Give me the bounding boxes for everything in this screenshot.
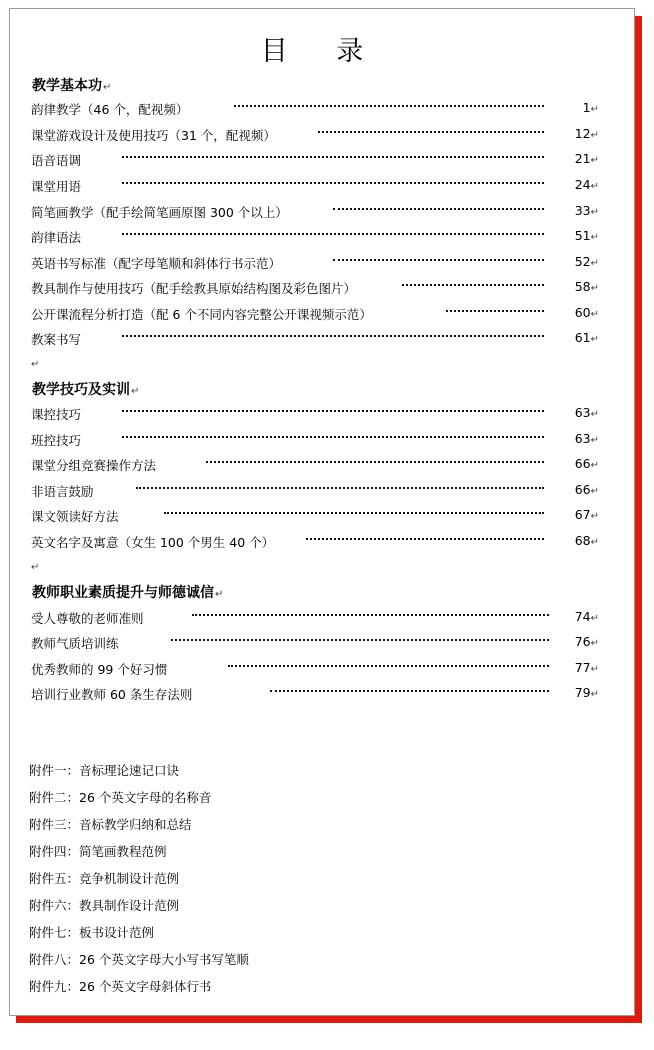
appendix-item: 附件七：板书设计范例: [29, 925, 155, 940]
toc-entry[interactable]: [31, 126, 599, 146]
toc-entry[interactable]: [31, 254, 599, 274]
toc-entry-text: 班控技巧: [31, 433, 82, 448]
toc-entry-page: 74: [574, 609, 591, 624]
toc-entry[interactable]: [31, 330, 599, 350]
toc-entry[interactable]: [31, 660, 599, 680]
paragraph-mark-icon: ↵: [590, 664, 599, 675]
appendix-item: 附件二：26 个英文字母的名称音: [29, 790, 212, 805]
toc-entry-text: 非语言鼓励: [31, 484, 94, 499]
paragraph-mark-icon: ↵: [590, 104, 599, 115]
toc-entry-text: 培训行业教师 60 条生存法则: [31, 687, 193, 702]
toc-entry-page: 79: [574, 685, 591, 700]
paragraph-mark-icon: ↵: [590, 613, 599, 624]
toc-entry[interactable]: [31, 151, 599, 171]
toc-entry-page: 24: [574, 177, 591, 192]
paragraph-mark-icon: ↵: [31, 562, 40, 573]
toc-entry[interactable]: [31, 634, 599, 654]
toc-entry-page: 1: [582, 100, 591, 115]
toc-entry-text: 教具制作与使用技巧（配手绘教具原始结构图及彩色图片）: [31, 281, 357, 296]
toc-entry-page: 63: [574, 405, 591, 420]
toc-entry-text: 课控技巧: [31, 407, 82, 422]
toc-entry[interactable]: [31, 405, 599, 425]
paragraph-mark-icon: ↵: [590, 409, 599, 420]
toc-entry-page: 51: [574, 228, 591, 243]
paragraph-mark-icon: ↵: [590, 486, 599, 497]
dot-leader: [122, 225, 544, 235]
toc-entry[interactable]: [31, 685, 599, 705]
toc-entry-text: 英语书写标准（配字母笔顺和斜体行书示范）: [31, 256, 282, 271]
dot-leader: [318, 123, 544, 133]
paragraph-mark-icon: ↵: [103, 82, 112, 93]
dot-leader: [306, 530, 544, 540]
page-title: 目 录: [260, 36, 384, 67]
dot-leader: [136, 479, 544, 489]
toc-entry[interactable]: [31, 482, 599, 502]
section-heading: 教师职业素质提升与师德诚信↵: [32, 585, 224, 601]
toc-entry-text: 简笔画教学（配手绘简笔画原图 300 个以上）: [31, 205, 288, 220]
toc-entry-page: 67: [574, 507, 591, 522]
toc-entry[interactable]: [31, 609, 599, 629]
paragraph-mark-icon: ↵: [590, 460, 599, 471]
dot-leader: [333, 200, 544, 210]
paragraph-mark-icon: ↵: [590, 258, 599, 269]
toc-entry[interactable]: [31, 507, 599, 527]
toc-entry-page: 52: [574, 254, 591, 269]
paragraph-mark-icon: ↵: [590, 309, 599, 320]
paragraph-mark-icon: ↵: [131, 386, 140, 397]
toc-entry[interactable]: [31, 456, 599, 476]
appendix-item: 附件八：26 个英文字母大小写书写笔顺: [29, 952, 249, 967]
toc-entry-page: 12: [574, 126, 591, 141]
dot-leader: [270, 682, 549, 692]
toc-entry-text: 韵律教学（46 个，配视频）: [31, 102, 189, 117]
paragraph-mark-icon: ↵: [590, 638, 599, 649]
dot-leader: [122, 327, 544, 337]
toc-entry-text: 韵律语法: [31, 230, 82, 245]
paragraph-mark-icon: ↵: [590, 689, 599, 700]
dot-leader: [122, 402, 544, 412]
section-heading: 教学技巧及实训↵: [32, 382, 140, 398]
appendix-item: 附件六：教具制作设计范例: [29, 898, 180, 913]
paragraph-mark-icon: ↵: [590, 334, 599, 345]
paragraph-mark-icon: ↵: [31, 359, 40, 370]
dot-leader: [206, 453, 544, 463]
dot-leader: [122, 148, 544, 158]
toc-entry-page: 60: [574, 305, 591, 320]
toc-entry[interactable]: [31, 431, 599, 451]
toc-entry-page: 68: [574, 533, 591, 548]
paragraph-mark-icon: ↵: [590, 511, 599, 522]
toc-entry-text: 英文名字及寓意（女生 100 个男生 40 个）: [31, 535, 275, 550]
toc-entry-page: 21: [574, 151, 591, 166]
appendix-item: 附件一：音标理论速记口诀: [29, 763, 180, 778]
paragraph-mark-icon: ↵: [590, 283, 599, 294]
appendix-item: 附件四：简笔画教程范例: [29, 844, 167, 859]
paragraph-mark-icon: ↵: [590, 207, 599, 218]
toc-entry[interactable]: [31, 177, 599, 197]
dot-leader: [192, 606, 549, 616]
dot-leader: [402, 276, 544, 286]
paragraph-mark-icon: ↵: [590, 155, 599, 166]
paragraph-mark-icon: ↵: [590, 537, 599, 548]
toc-entry-page: 66: [574, 482, 591, 497]
toc-entry-text: 公开课流程分析打造（配 6 个不同内容完整公开课视频示范）: [31, 307, 372, 322]
dot-leader: [446, 302, 544, 312]
dot-leader: [234, 97, 544, 107]
toc-entry-text: 语音语调: [31, 153, 82, 168]
toc-entry-text: 课堂游戏设计及使用技巧（31 个，配视频）: [31, 128, 276, 143]
appendix-item: 附件三：音标教学归纳和总结: [29, 817, 192, 832]
toc-entry[interactable]: [31, 228, 599, 248]
toc-entry-text: 优秀教师的 99 个好习惯: [31, 662, 168, 677]
appendix-item: 附件九：26 个英文字母斜体行书: [29, 979, 212, 994]
toc-entry-text: 课文领读好方法: [31, 509, 119, 524]
toc-entry-text: 教师气质培训练: [31, 636, 119, 651]
paragraph-mark-icon: ↵: [590, 130, 599, 141]
paragraph-mark-icon: ↵: [590, 232, 599, 243]
dot-leader: [171, 631, 549, 641]
paragraph-mark-icon: ↵: [590, 435, 599, 446]
toc-entry[interactable]: [31, 203, 599, 223]
dot-leader: [122, 174, 544, 184]
toc-entry-page: 77: [574, 660, 591, 675]
dot-leader: [228, 657, 549, 667]
toc-entry-page: 61: [574, 330, 591, 345]
toc-entry-text: 课堂分组竞赛操作方法: [31, 458, 157, 473]
toc-entry-page: 58: [574, 279, 591, 294]
dot-leader: [333, 251, 544, 261]
toc-entry[interactable]: [31, 305, 599, 325]
paragraph-mark-icon: ↵: [215, 589, 224, 600]
dot-leader: [164, 504, 544, 514]
toc-entry[interactable]: [31, 279, 599, 299]
document-page: [9, 8, 635, 1016]
dot-leader: [122, 428, 544, 438]
toc-entry-text: 受人尊敬的老师准则: [31, 611, 144, 626]
paragraph-mark-icon: ↵: [590, 181, 599, 192]
toc-entry-page: 66: [574, 456, 591, 471]
toc-entry-page: 76: [574, 634, 591, 649]
toc-entry[interactable]: [31, 100, 599, 120]
toc-entry-page: 63: [574, 431, 591, 446]
appendix-item: 附件五：竞争机制设计范例: [29, 871, 180, 886]
toc-entry-page: 33: [574, 203, 591, 218]
section-heading: 教学基本功↵: [32, 78, 112, 94]
toc-entry-text: 教案书写: [31, 332, 82, 347]
toc-entry-text: 课堂用语: [31, 179, 82, 194]
toc-entry[interactable]: [31, 533, 599, 553]
